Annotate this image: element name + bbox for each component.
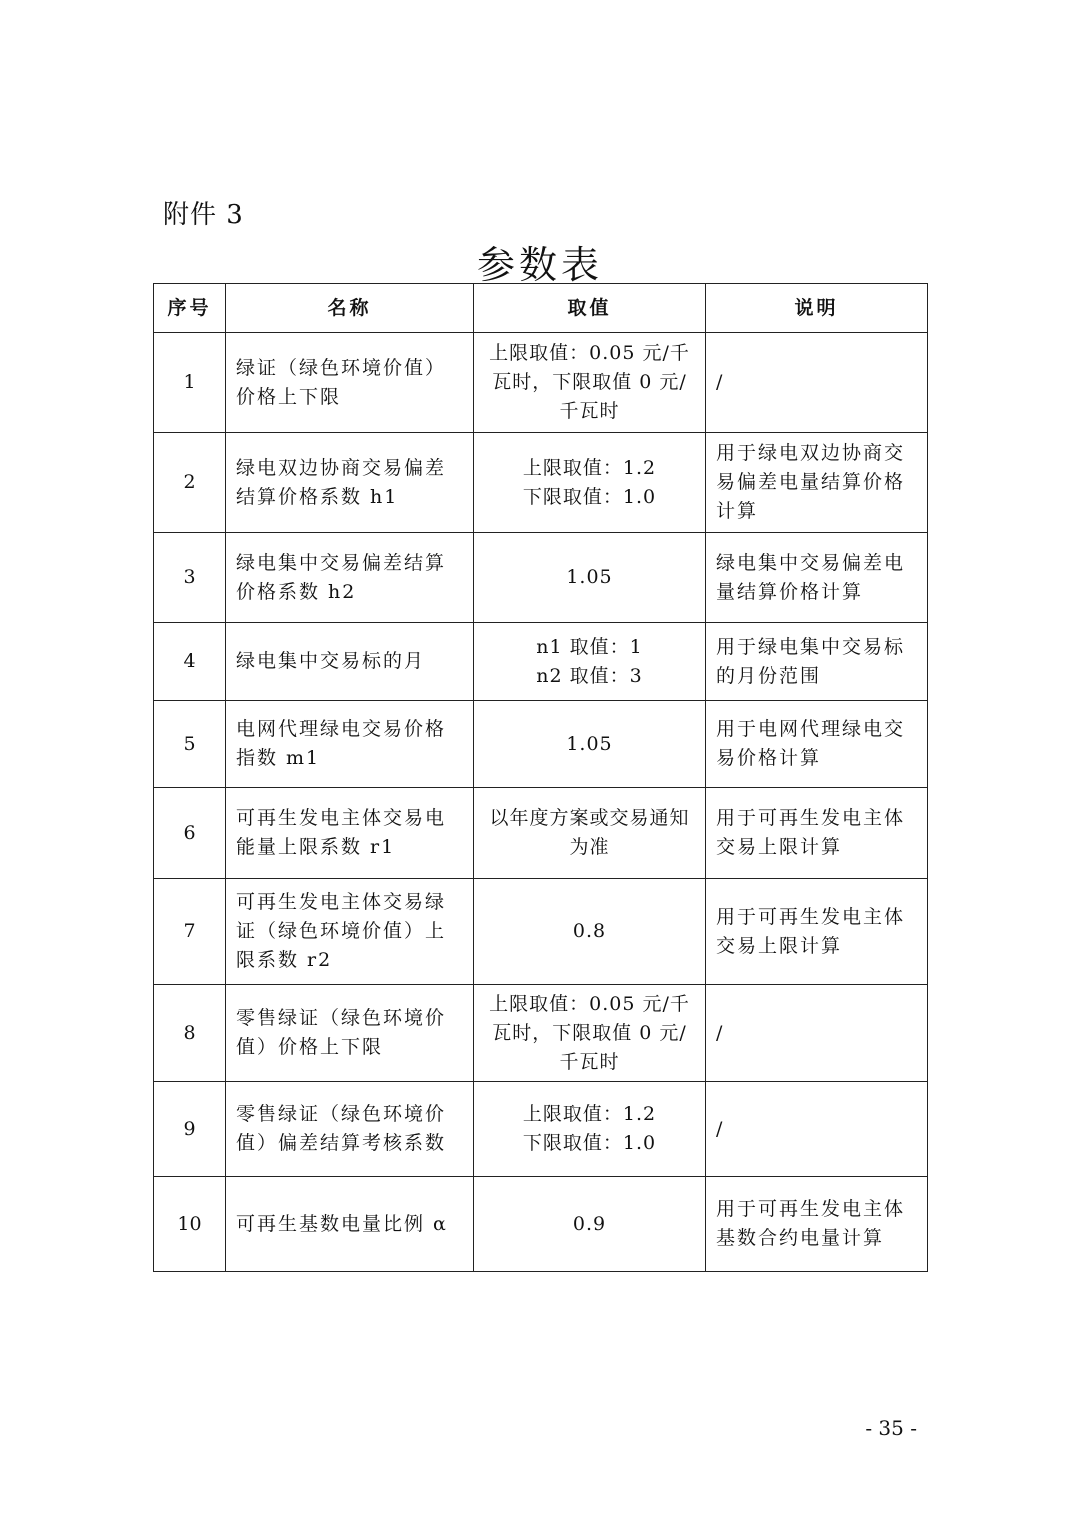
row-note: 用于绿电集中交易标的月份范围 (706, 623, 928, 701)
row-no: 2 (154, 433, 226, 533)
row-note: / (706, 985, 928, 1082)
row-value: 上限取值：0.05 元/千瓦时，下限取值 0 元/千瓦时 (474, 985, 706, 1082)
table-row (154, 879, 928, 985)
row-value: 0.8 (474, 879, 706, 985)
row-value: 0.9 (474, 1177, 706, 1272)
table-row (154, 533, 928, 623)
row-note: 用于绿电双边协商交易偏差电量结算价格计算 (706, 433, 928, 533)
row-name: 零售绿证（绿色环境价值）价格上下限 (226, 985, 474, 1082)
row-note: / (706, 333, 928, 433)
row-note: / (706, 1082, 928, 1177)
row-no: 7 (154, 879, 226, 985)
header-no: 序号 (154, 284, 226, 333)
table-row (154, 333, 928, 433)
row-value: 1.05 (474, 701, 706, 788)
page-title: 参数表 (476, 243, 603, 287)
row-note: 绿电集中交易偏差电量结算价格计算 (706, 533, 928, 623)
table-row (154, 701, 928, 788)
row-no: 10 (154, 1177, 226, 1272)
row-note: 用于电网代理绿电交易价格计算 (706, 701, 928, 788)
header-name: 名称 (226, 284, 474, 333)
row-value: 以年度方案或交易通知为准 (474, 788, 706, 879)
table-row (154, 623, 928, 701)
row-name: 零售绿证（绿色环境价值）偏差结算考核系数 (226, 1082, 474, 1177)
row-name: 绿电双边协商交易偏差结算价格系数 h1 (226, 433, 474, 533)
row-no: 3 (154, 533, 226, 623)
row-name: 可再生发电主体交易绿证（绿色环境价值）上限系数 r2 (226, 879, 474, 985)
row-note: 用于可再生发电主体交易上限计算 (706, 879, 928, 985)
header-note: 说明 (706, 284, 928, 333)
row-note: 用于可再生发电主体交易上限计算 (706, 788, 928, 879)
page-number: - 35 - (865, 1416, 917, 1440)
row-name: 可再生基数电量比例 α (226, 1177, 474, 1272)
row-value: 1.05 (474, 533, 706, 623)
row-no: 1 (154, 333, 226, 433)
row-name: 绿电集中交易标的月 (226, 623, 474, 701)
row-name: 绿证（绿色环境价值）价格上下限 (226, 333, 474, 433)
row-name: 绿电集中交易偏差结算价格系数 h2 (226, 533, 474, 623)
table-row (154, 1082, 928, 1177)
table-header-row (154, 284, 928, 333)
row-name: 电网代理绿电交易价格指数 m1 (226, 701, 474, 788)
row-no: 6 (154, 788, 226, 879)
row-value: 上限取值：0.05 元/千瓦时，下限取值 0 元/千瓦时 (474, 333, 706, 433)
row-value: 上限取值：1.2 下限取值：1.0 (474, 1082, 706, 1177)
row-name: 可再生发电主体交易电能量上限系数 r1 (226, 788, 474, 879)
row-value: 上限取值：1.2 下限取值：1.0 (474, 433, 706, 533)
row-note: 用于可再生发电主体基数合约电量计算 (706, 1177, 928, 1272)
row-no: 4 (154, 623, 226, 701)
parameter-table (153, 283, 928, 1272)
row-no: 5 (154, 701, 226, 788)
attachment-label: 附件 3 (163, 200, 244, 230)
table-row (154, 985, 928, 1082)
table-row (154, 788, 928, 879)
table-row (154, 1177, 928, 1272)
row-value: n1 取值：1 n2 取值：3 (474, 623, 706, 701)
header-value: 取值 (474, 284, 706, 333)
table-row (154, 433, 928, 533)
row-no: 9 (154, 1082, 226, 1177)
row-no: 8 (154, 985, 226, 1082)
